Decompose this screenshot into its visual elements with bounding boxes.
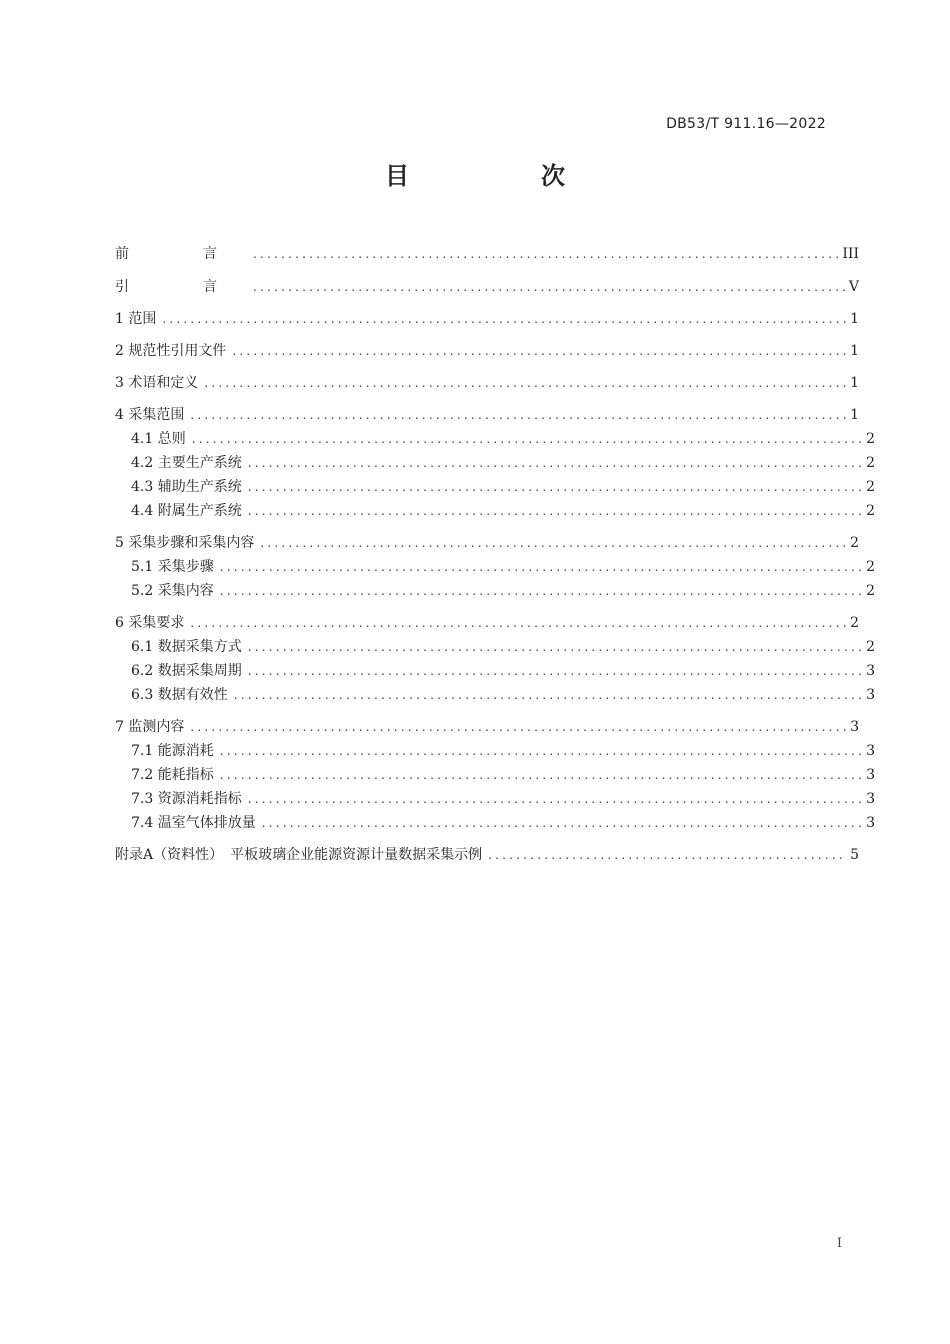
dot-leader bbox=[220, 741, 862, 761]
dot-leader bbox=[248, 477, 862, 497]
toc-entry-page: 1 bbox=[850, 311, 859, 327]
dot-leader bbox=[248, 453, 862, 473]
toc-entry[interactable] bbox=[115, 277, 859, 297]
toc-entry-page: III bbox=[842, 246, 859, 262]
dot-leader bbox=[248, 661, 862, 681]
dot-leader bbox=[262, 813, 862, 833]
toc-entry-page: 3 bbox=[866, 743, 875, 759]
dot-leader bbox=[260, 533, 846, 553]
toc-entry[interactable] bbox=[115, 685, 875, 705]
toc-entry[interactable] bbox=[115, 477, 875, 497]
toc-entry-label: 引 言 bbox=[115, 279, 247, 295]
toc-entry[interactable] bbox=[115, 581, 875, 601]
dot-leader bbox=[232, 341, 846, 361]
dot-leader bbox=[253, 244, 838, 264]
toc-entry-page: 1 bbox=[850, 375, 859, 391]
page-number: I bbox=[836, 1236, 842, 1251]
toc-entry[interactable] bbox=[115, 533, 859, 553]
toc-entry[interactable] bbox=[115, 309, 859, 329]
toc-entry-label: 7 监测内容 bbox=[115, 719, 185, 735]
toc-entry-page: 3 bbox=[866, 767, 875, 783]
dot-leader bbox=[192, 429, 862, 449]
toc-entry-page: 2 bbox=[866, 503, 875, 519]
page-title: 目 次 bbox=[385, 162, 619, 190]
toc-entry[interactable] bbox=[115, 741, 875, 761]
toc-entry-label: 7.2 能耗指标 bbox=[131, 767, 214, 783]
toc-entry-label: 5 采集步骤和采集内容 bbox=[115, 535, 255, 551]
toc-entry-label: 7.1 能源消耗 bbox=[131, 743, 214, 759]
toc-entry-label: 7.3 资源消耗指标 bbox=[131, 791, 242, 807]
toc-entry-page: V bbox=[848, 279, 859, 295]
toc-entry-label: 1 范围 bbox=[115, 311, 157, 327]
toc-entry-label: 6.3 数据有效性 bbox=[131, 687, 228, 703]
toc-entry-label: 6.2 数据采集周期 bbox=[131, 663, 242, 679]
dot-leader bbox=[248, 637, 862, 657]
dot-leader bbox=[190, 613, 846, 633]
toc-entry[interactable] bbox=[115, 405, 859, 425]
dot-leader bbox=[220, 581, 862, 601]
toc-entry[interactable] bbox=[115, 765, 875, 785]
dot-leader bbox=[190, 717, 846, 737]
toc-entry-label: 前 言 bbox=[115, 246, 247, 262]
toc-entry-label: 附录A（资料性） 平板玻璃企业能源资源计量数据采集示例 bbox=[115, 847, 483, 863]
toc-entry-page: 1 bbox=[850, 407, 859, 423]
toc-entry-page: 2 bbox=[850, 535, 859, 551]
dot-leader bbox=[190, 405, 846, 425]
toc-entry[interactable] bbox=[115, 429, 875, 449]
toc-entry-label: 4.3 辅助生产系统 bbox=[131, 479, 242, 495]
dot-leader bbox=[253, 277, 845, 297]
toc-entry-label: 4.1 总则 bbox=[131, 431, 186, 447]
toc-entry[interactable] bbox=[115, 373, 859, 393]
toc-entry-page: 2 bbox=[850, 615, 859, 631]
toc-entry-label: 5.2 采集内容 bbox=[131, 583, 214, 599]
toc-entry-label: 6.1 数据采集方式 bbox=[131, 639, 242, 655]
dot-leader bbox=[248, 789, 862, 809]
dot-leader bbox=[234, 685, 862, 705]
toc-entry[interactable] bbox=[115, 557, 875, 577]
toc-entry-page: 3 bbox=[866, 791, 875, 807]
toc-entry-page: 5 bbox=[850, 847, 859, 863]
dot-leader bbox=[162, 309, 846, 329]
dot-leader bbox=[220, 557, 862, 577]
toc-entry[interactable] bbox=[115, 813, 875, 833]
dot-leader bbox=[248, 501, 862, 521]
toc-entry-label: 2 规范性引用文件 bbox=[115, 343, 227, 359]
toc-entry-page: 2 bbox=[866, 639, 875, 655]
toc-entry[interactable] bbox=[115, 661, 875, 681]
toc-entry-page: 2 bbox=[866, 479, 875, 495]
toc-entry-label: 4.4 附属生产系统 bbox=[131, 503, 242, 519]
dot-leader bbox=[204, 373, 846, 393]
toc-entry[interactable] bbox=[115, 717, 859, 737]
toc-entry-page: 3 bbox=[866, 815, 875, 831]
toc-entry-page: 2 bbox=[866, 583, 875, 599]
toc-entry[interactable] bbox=[115, 845, 859, 865]
toc-entry-page: 3 bbox=[866, 687, 875, 703]
toc-entry[interactable] bbox=[115, 501, 875, 521]
document-code: DB53/T 911.16—2022 bbox=[666, 116, 826, 132]
toc-entry-label: 7.4 温室气体排放量 bbox=[131, 815, 256, 831]
toc-entry-label: 4.2 主要生产系统 bbox=[131, 455, 242, 471]
toc-entry-label: 6 采集要求 bbox=[115, 615, 185, 631]
toc-entry[interactable] bbox=[115, 637, 875, 657]
toc-entry-page: 2 bbox=[866, 455, 875, 471]
toc-entry[interactable] bbox=[115, 613, 859, 633]
dot-leader bbox=[488, 845, 846, 865]
toc-entry[interactable] bbox=[115, 341, 859, 361]
toc-entry-label: 5.1 采集步骤 bbox=[131, 559, 214, 575]
toc-entry-page: 3 bbox=[866, 663, 875, 679]
toc-entry-label: 3 术语和定义 bbox=[115, 375, 199, 391]
toc-entry[interactable] bbox=[115, 244, 859, 264]
toc-entry-page: 2 bbox=[866, 431, 875, 447]
toc-entry-page: 1 bbox=[850, 343, 859, 359]
toc-entry[interactable] bbox=[115, 789, 875, 809]
dot-leader bbox=[220, 765, 862, 785]
toc-entry-page: 3 bbox=[850, 719, 859, 735]
toc-entry[interactable] bbox=[115, 453, 875, 473]
toc-entry-label: 4 采集范围 bbox=[115, 407, 185, 423]
toc-entry-page: 2 bbox=[866, 559, 875, 575]
